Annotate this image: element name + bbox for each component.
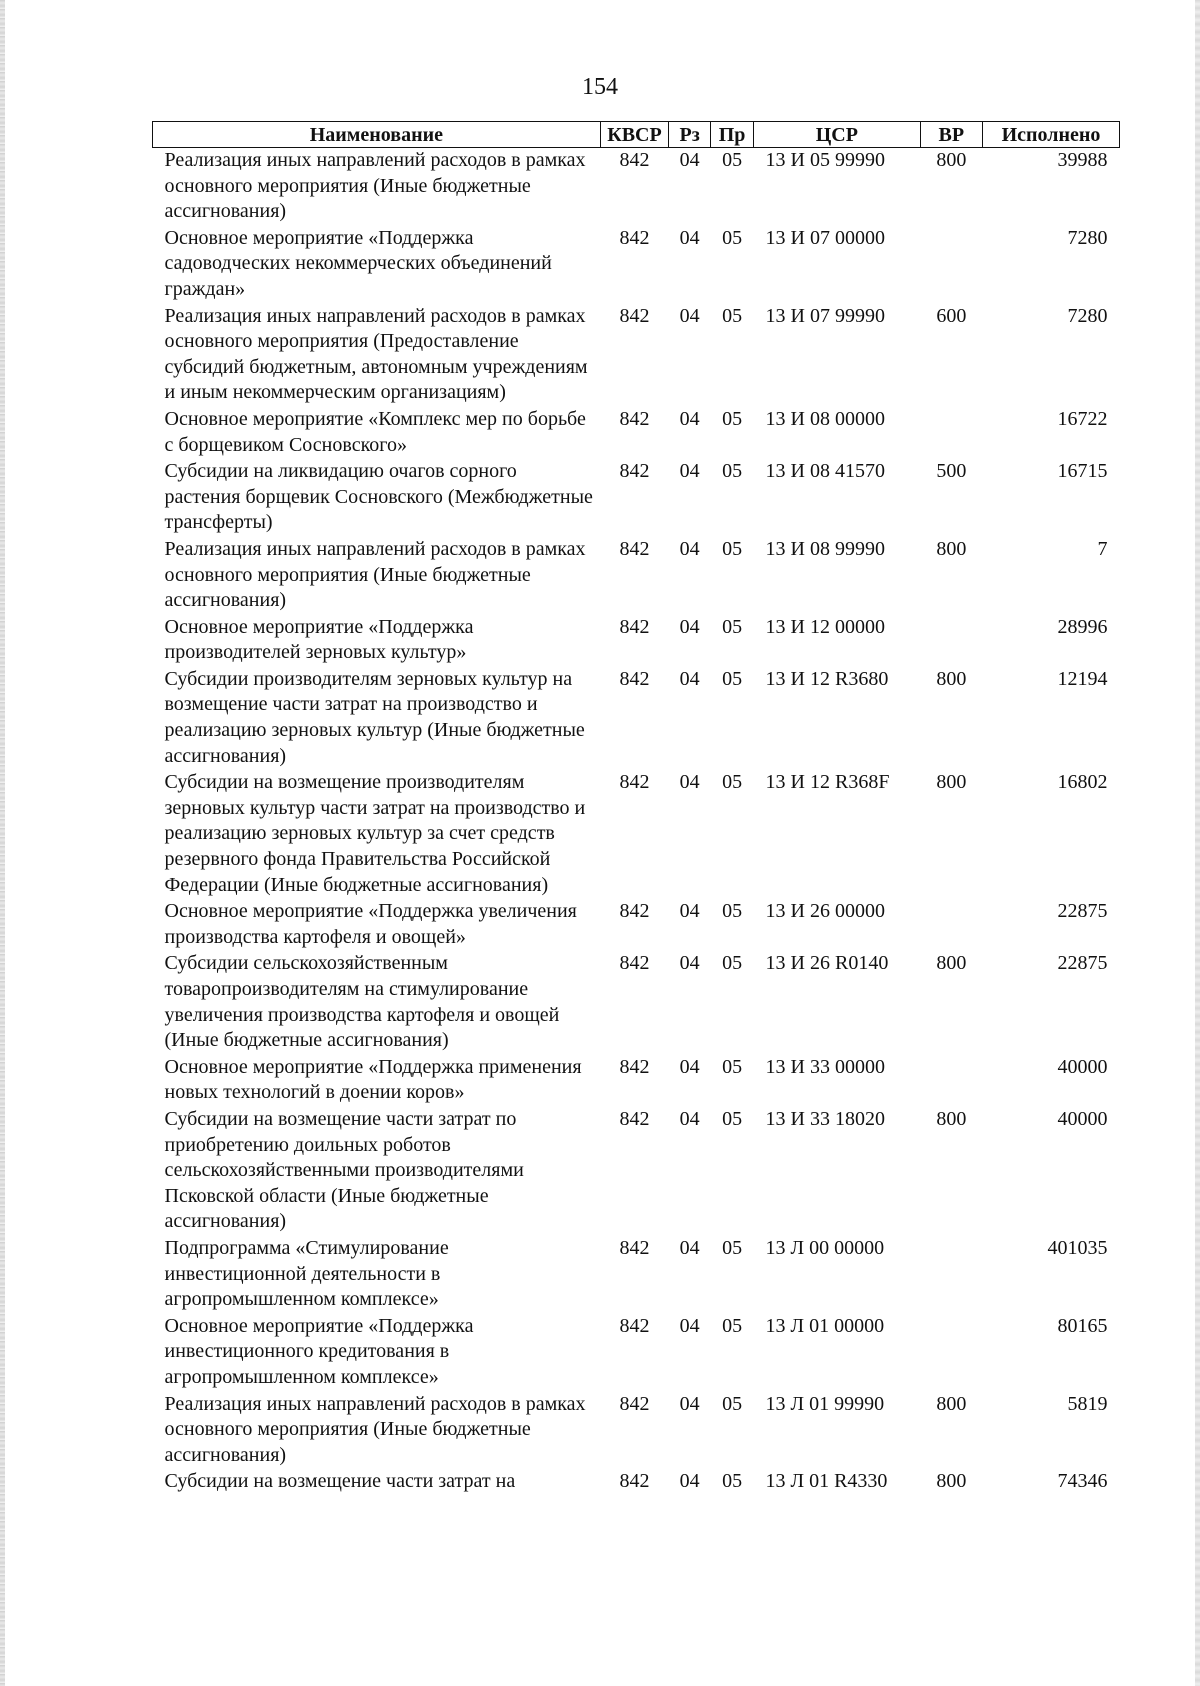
cell-name: Реализация иных направлений расходов в рамках основного мероприятия (Иные бюджетные ассигнования) [164, 1392, 586, 1466]
table-header [153, 122, 1120, 148]
cell-rz: 04 [679, 1236, 700, 1259]
cell-pr: 05 [722, 667, 743, 690]
cell-vr [920, 1314, 982, 1392]
table-row [153, 667, 1120, 770]
cell-vr: 600 [936, 304, 967, 327]
cell-kvsr: 842 [619, 537, 650, 560]
page-number: 154 [582, 74, 618, 100]
cell-vr [920, 226, 982, 304]
header-kvsr: КВСР [600, 122, 668, 148]
cell-csr: 13 И 08 99990 [765, 537, 885, 560]
cell-sum: 40000 [1057, 1107, 1108, 1130]
cell-rz: 04 [679, 304, 700, 327]
cell-name: Основное мероприятие «Поддержка увеличения производства картофеля и овощей» [164, 900, 577, 948]
cell-csr: 13 И 07 00000 [765, 226, 885, 249]
table-row [153, 615, 1120, 667]
cell-pr: 05 [722, 304, 743, 327]
cell-pr: 05 [722, 149, 743, 171]
cell-rz: 04 [679, 900, 700, 923]
cell-pr: 05 [722, 407, 743, 430]
cell-rz: 04 [679, 1107, 700, 1130]
cell-vr: 800 [936, 952, 967, 975]
table-header-row [153, 122, 1120, 148]
cell-csr: 13 И 12 00000 [765, 615, 885, 638]
cell-vr: 800 [936, 537, 967, 560]
cell-rz: 04 [679, 407, 700, 430]
cell-rz: 04 [679, 615, 700, 638]
cell-name: Субсидии на возмещение части затрат на [164, 1470, 516, 1493]
cell-kvsr: 842 [619, 615, 650, 638]
cell-kvsr: 842 [619, 304, 650, 327]
table-row [153, 1236, 1120, 1314]
cell-kvsr: 842 [619, 1392, 650, 1415]
cell-sum: 22875 [1057, 900, 1108, 923]
cell-name: Субсидии на возмещение производителям зерновых культур части затрат на производство и реализацию зерновых культур за счет средств резервного фонда Правительства Российской Федерации (Иные бюджетные ассигнования) [164, 771, 586, 896]
cell-csr: 13 И 12 R3680 [765, 667, 889, 690]
cell-vr: 500 [936, 460, 967, 483]
cell-pr: 05 [722, 1107, 743, 1130]
cell-name: Реализация иных направлений расходов в рамках основного мероприятия (Иные бюджетные ассигнования) [164, 537, 586, 612]
cell-csr: 13 Л 00 00000 [765, 1236, 885, 1259]
cell-vr [920, 407, 982, 459]
table-row [153, 1055, 1120, 1107]
table-row [153, 459, 1120, 537]
cell-kvsr: 842 [619, 407, 650, 430]
cell-rz: 04 [679, 771, 700, 794]
cell-vr [920, 1236, 982, 1314]
table-row [153, 226, 1120, 304]
cell-sum: 39988 [1057, 149, 1108, 171]
cell-pr: 05 [722, 1236, 743, 1259]
table-row [153, 899, 1120, 951]
cell-rz: 04 [679, 952, 700, 975]
cell-sum: 16722 [1057, 407, 1108, 430]
cell-vr: 800 [936, 1392, 967, 1415]
cell-sum: 74346 [1057, 1470, 1108, 1493]
cell-csr: 13 И 12 R368F [765, 771, 890, 794]
cell-sum: 16802 [1057, 771, 1108, 794]
table-row [153, 407, 1120, 459]
cell-sum: 40000 [1057, 1055, 1108, 1078]
cell-kvsr: 842 [619, 1107, 650, 1130]
header-vr: ВР [920, 122, 982, 148]
cell-sum: 7 [1097, 537, 1108, 560]
header-csr: ЦСР [754, 122, 921, 148]
cell-vr: 800 [936, 667, 967, 690]
cell-csr: 13 И 07 99990 [765, 304, 885, 327]
cell-sum: 5819 [1067, 1392, 1108, 1415]
cell-kvsr: 842 [619, 771, 650, 794]
cell-kvsr: 842 [619, 952, 650, 975]
cell-name: Основное мероприятие «Поддержка применения новых технологий в доении коров» [164, 1055, 582, 1104]
cell-pr: 05 [722, 460, 743, 483]
cell-kvsr: 842 [619, 1236, 650, 1259]
cell-vr: 800 [936, 771, 967, 794]
cell-name: Субсидии на ликвидацию очагов сорного растения борщевик Сосновского (Межбюджетные трансферты) [164, 460, 593, 534]
cell-pr: 05 [722, 615, 743, 638]
cell-rz: 04 [679, 460, 700, 483]
cell-pr: 05 [722, 1470, 743, 1493]
cell-pr: 05 [722, 771, 743, 794]
cell-pr: 05 [722, 1055, 743, 1078]
header-name: Наименование [153, 122, 601, 148]
cell-rz: 04 [679, 1055, 700, 1078]
cell-kvsr: 842 [619, 226, 650, 249]
cell-pr: 05 [722, 952, 743, 975]
cell-name: Основное мероприятие «Поддержка производителей зерновых культур» [164, 615, 474, 664]
cell-csr: 13 И 26 00000 [765, 900, 885, 923]
cell-kvsr: 842 [619, 1314, 650, 1337]
cell-name: Основное мероприятие «Комплекс мер по борьбе с борщевиком Сосновского» [164, 407, 586, 456]
cell-vr [920, 615, 982, 667]
cell-name: Основное мероприятие «Поддержка инвестиционного кредитования в агропромышленном комплексе» [164, 1314, 474, 1388]
cell-sum: 80165 [1057, 1314, 1108, 1337]
cell-csr: 13 И 33 00000 [765, 1055, 885, 1078]
cell-rz: 04 [679, 1470, 700, 1493]
table-row [153, 148, 1120, 226]
cell-name: Субсидии производителям зерновых культур на возмещение части затрат на производство и реализацию зерновых культур (Иные бюджетные ассигнования) [164, 667, 585, 767]
cell-sum: 16715 [1057, 460, 1108, 483]
cell-name: Основное мероприятие «Поддержка садоводческих некоммерческих объединений граждан» [164, 226, 552, 300]
cell-pr: 05 [722, 900, 743, 923]
table-row [153, 1392, 1120, 1470]
cell-vr: 800 [936, 149, 967, 171]
cell-name: Реализация иных направлений расходов в рамках основного мероприятия (Предоставление субсидий бюджетным, автономным учреждениям и иным некоммерческим организациям) [164, 304, 588, 404]
table-body [153, 148, 1120, 1496]
budget-execution-table [152, 121, 1120, 1496]
cell-kvsr: 842 [619, 900, 650, 923]
cell-csr: 13 Л 01 R4330 [765, 1470, 888, 1493]
cell-rz: 04 [679, 667, 700, 690]
cell-sum: 22875 [1057, 952, 1108, 975]
cell-kvsr: 842 [619, 149, 650, 171]
cell-kvsr: 842 [619, 1055, 650, 1078]
cell-kvsr: 842 [619, 1470, 650, 1493]
cell-vr [920, 899, 982, 951]
header-rz: Рз [669, 122, 711, 148]
table-row [153, 304, 1120, 407]
scan-edge-left [0, 0, 5, 1686]
cell-rz: 04 [679, 149, 700, 171]
table-row [153, 1469, 1120, 1496]
scan-edge-right [1195, 0, 1200, 1686]
cell-sum: 12194 [1057, 667, 1108, 690]
header-sum: Исполнено [982, 122, 1119, 148]
cell-csr: 13 Л 01 00000 [765, 1314, 885, 1337]
cell-pr: 05 [722, 226, 743, 249]
cell-kvsr: 842 [619, 460, 650, 483]
cell-rz: 04 [679, 537, 700, 560]
table-row [153, 537, 1120, 615]
cell-csr: 13 И 08 00000 [765, 407, 885, 430]
table-row [153, 1107, 1120, 1236]
cell-sum: 28996 [1057, 615, 1108, 638]
cell-sum: 7280 [1067, 304, 1108, 327]
cell-csr: 13 И 05 99990 [765, 149, 885, 171]
cell-pr: 05 [722, 1392, 743, 1415]
table-row [153, 1314, 1120, 1392]
cell-vr [920, 1055, 982, 1107]
cell-vr: 800 [936, 1107, 967, 1130]
cell-csr: 13 Л 01 99990 [765, 1392, 885, 1415]
cell-csr: 13 И 26 R0140 [765, 952, 889, 975]
cell-rz: 04 [679, 226, 700, 249]
cell-rz: 04 [679, 1314, 700, 1337]
cell-pr: 05 [722, 537, 743, 560]
cell-vr: 800 [936, 1470, 967, 1493]
cell-sum: 401035 [1047, 1236, 1108, 1259]
header-pr: Пр [711, 122, 754, 148]
cell-csr: 13 И 33 18020 [765, 1107, 885, 1130]
cell-name: Реализация иных направлений расходов в рамках основного мероприятия (Иные бюджетные ассигнования) [164, 149, 586, 223]
cell-rz: 04 [679, 1392, 700, 1415]
cell-name: Субсидии сельскохозяйственным товаропроизводителям на стимулирование увеличения производства картофеля и овощей (Иные бюджетные ассигнования) [164, 952, 560, 1052]
table-row [153, 951, 1120, 1054]
table-row [153, 770, 1120, 899]
cell-name: Субсидии на возмещение части затрат по приобретению доильных роботов сельскохозяйственными производителями Псковской области (Иные бюджетные ассигнования) [164, 1107, 524, 1233]
cell-kvsr: 842 [619, 667, 650, 690]
cell-sum: 7280 [1067, 226, 1108, 249]
cell-csr: 13 И 08 41570 [765, 460, 885, 483]
cell-name: Подпрограмма «Стимулирование инвестиционной деятельности в агропромышленном комплексе» [164, 1236, 449, 1311]
cell-pr: 05 [722, 1314, 743, 1337]
